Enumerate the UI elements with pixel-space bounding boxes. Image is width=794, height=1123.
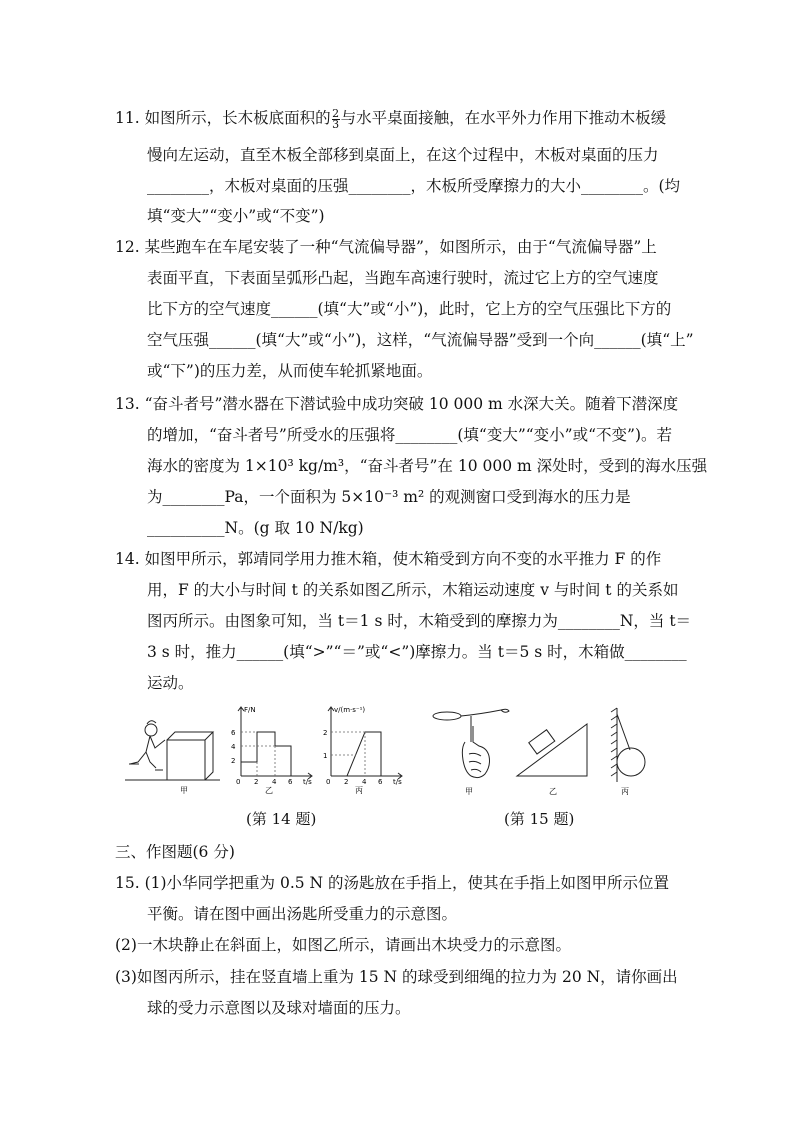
rope-line — [617, 714, 630, 750]
fig14-bing-graph — [323, 706, 402, 795]
t-tick-6: 6 — [288, 778, 293, 786]
q12-line3: 比下方的空气速度______(填“大”或“小”)，此时，它上方的空气压强比下方的 — [147, 300, 672, 318]
q14-line5: 运动。 — [147, 674, 194, 692]
t-tick-4: 4 — [272, 778, 277, 786]
q12-line5: 或“下”)的压力差，从而使车轮抓紧地面。 — [147, 362, 433, 380]
fig14-caption: (第 14 题) — [246, 810, 317, 828]
fig14-label-jia: 甲 — [180, 786, 188, 795]
fig15-jia-drawing — [433, 709, 509, 777]
q14-line1: 14. 如图甲所示，郭靖同学用力推木箱，使木箱受到方向不变的水平推力 F 的作 — [115, 550, 662, 568]
fig14-yi-graph — [231, 706, 312, 795]
fig15-label-jia: 甲 — [465, 787, 473, 796]
wooden-box — [167, 740, 205, 780]
q11-line3: ________，木板对桌面的压强________，木板所受摩擦力的大小________。(均 — [147, 177, 681, 195]
q11-line4: 填“变大”“变小”或“不变”) — [147, 207, 325, 225]
spoon-handle — [461, 710, 501, 716]
q12-line1: 12. 某些跑车在车尾安装了一种“气流偏导器”，如图所示，由于“气流偏导器”上 — [115, 238, 657, 256]
v-axis-label: v/(m·s⁻¹) — [334, 706, 366, 714]
fig15-label-bing: 丙 — [621, 787, 629, 796]
q15-line3: (2)一木块静止在斜面上，如图乙所示，请画出木块受力的示意图。 — [115, 936, 571, 954]
q12-line2: 表面平直，下表面呈弧形凸起，当跑车高速行驶时，流过它上方的空气速度 — [147, 269, 659, 287]
figure-15 — [425, 706, 665, 802]
fig14-label-bing: 丙 — [355, 786, 363, 795]
f-axis-label: F/N — [244, 706, 256, 714]
v-tick-1: 1 — [323, 752, 328, 760]
velocity-line — [331, 732, 381, 776]
q11-text-a: 11. 如图所示，长木板底面积的 — [115, 109, 331, 127]
f-tick-6: 6 — [231, 729, 236, 737]
q11-line1 — [115, 108, 666, 130]
fig15-bing-drawing — [611, 708, 645, 782]
t2-tick-6: 6 — [378, 778, 383, 786]
fig15-yi-drawing — [517, 724, 587, 776]
f-tick-2: 2 — [231, 757, 236, 765]
figure-14 — [125, 700, 415, 800]
q11-line2: 慢向左运动，直至木板全部移到桌面上，在这个过程中，木板对桌面的压力 — [147, 146, 659, 164]
boy-arms — [150, 736, 165, 748]
t2-tick-2: 2 — [344, 778, 349, 786]
v-tick-2: 2 — [323, 729, 328, 737]
section3-title: 三、作图题(6 分) — [115, 843, 235, 861]
t-axis-label: t/s — [303, 778, 312, 786]
q14-line3: 图丙所示。由图象可知，当 t＝1 s 时，木箱受到的摩擦力为________N，当 t＝ — [147, 612, 692, 630]
q11-text-b: 与水平桌面接触，在水平外力作用下推动木板缓 — [340, 109, 667, 127]
t-tick-0: 0 — [236, 778, 241, 786]
q12-line4: 空气压强______(填“大”或“小”)，这样，“气流偏导器”受到一个向______(填“上” — [147, 331, 694, 349]
fig15-label-yi: 乙 — [549, 787, 557, 796]
q15-line5: 球的受力示意图以及球对墙面的压力。 — [147, 999, 411, 1017]
q13-line1: 13. “奋斗者号”潜水器在下潜试验中成功突破 10 000 m 水深大关。随着下潜深度 — [115, 395, 679, 413]
t2-axis-label: t/s — [393, 778, 402, 786]
q13-line4: 为________Pa，一个面积为 5×10⁻³ m² 的观测窗口受到海水的压力是 — [147, 488, 631, 506]
q14-line2: 用，F 的大小与时间 t 的关系如图乙所示，木箱运动速度 v 与时间 t 的关系如 — [147, 581, 679, 599]
q13-line2: 的增加，“奋斗者号”所受水的压强将________(填“变大”“变小”或“不变”)。若 — [147, 426, 672, 444]
t2-tick-4: 4 — [362, 778, 367, 786]
q15-line1: 15. (1)小华同学把重为 0.5 N 的汤匙放在手指上，使其在手指上如图甲所示位置 — [115, 874, 670, 892]
t2-tick-0: 0 — [326, 778, 331, 786]
force-step-line — [241, 732, 291, 776]
t-tick-2: 2 — [254, 778, 259, 786]
q11-fraction: $\frac{2}{3}$ — [332, 106, 340, 131]
f-tick-4: 4 — [231, 743, 236, 751]
fig14-jia-drawing — [125, 721, 220, 780]
spoon-bowl-icon — [433, 712, 461, 720]
incline-triangle — [517, 724, 587, 776]
q13-line3: 海水的密度为 1×10³ kg/m³，“奋斗者号”在 10 000 m 深处时，受到的海水压强 — [147, 457, 708, 475]
q13-line5: __________N。(g 取 10 N/kg) — [147, 519, 364, 537]
boy-head-icon — [145, 724, 157, 736]
q14-line4: 3 s 时，推力______(填“>”“＝”或“<”)摩擦力。当 t＝5 s 时，木箱做________ — [147, 643, 687, 661]
q15-line2: 平衡。请在图中画出汤匙所受重力的示意图。 — [147, 905, 458, 923]
fig14-label-yi: 乙 — [265, 786, 273, 795]
fig15-caption: (第 15 题) — [504, 810, 575, 828]
ball-icon — [617, 748, 645, 776]
q15-line4: (3)如图丙所示，挂在竖直墙上重为 15 N 的球受到细绳的拉力为 20 N，请你画出 — [115, 968, 678, 986]
